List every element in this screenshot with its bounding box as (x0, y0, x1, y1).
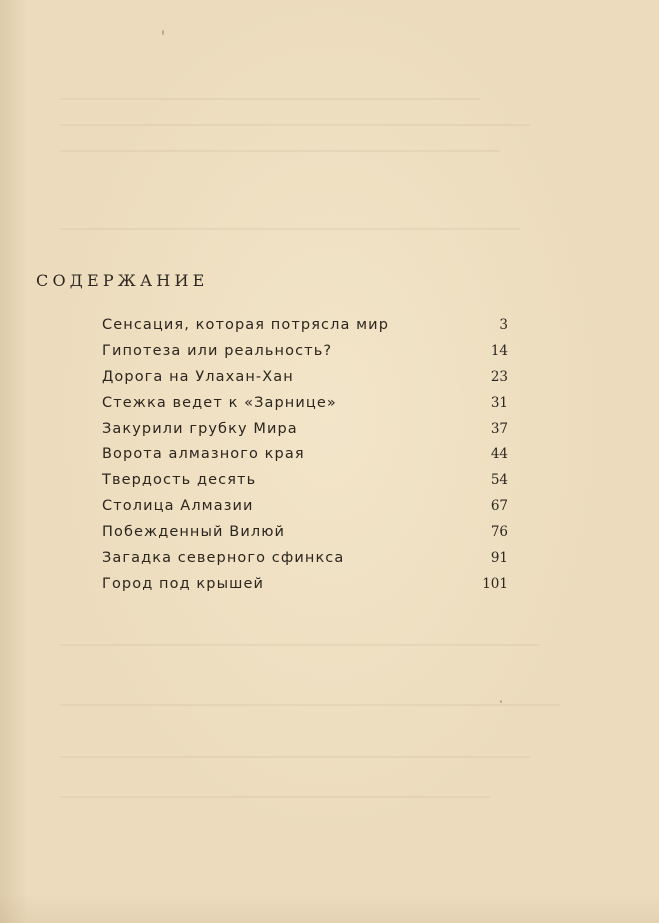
toc-entry-title: Гипотеза или реальность? (102, 342, 333, 359)
toc-entry-title: Ворота алмазного края (102, 446, 305, 463)
toc-entry-page: 54 (490, 472, 508, 489)
toc-entry (102, 494, 508, 520)
toc-entry-page: 76 (490, 524, 508, 541)
contents-heading: СОДЕРЖАНИЕ (36, 271, 209, 290)
toc-entry (102, 546, 508, 572)
toc-entry (102, 468, 508, 494)
toc-entry-title: Дорога на Улахан-Хан (102, 368, 294, 385)
bleed-through-line (60, 228, 520, 230)
toc-entry-title: Город под крышей (102, 575, 265, 592)
toc-entry-title: Сенсация, которая потрясла мир (102, 317, 390, 333)
toc-entry-page: 23 (490, 368, 508, 385)
toc-entry-page: 91 (490, 550, 508, 567)
toc-entry (102, 572, 508, 598)
paper-speck (162, 30, 164, 35)
bleed-through-line (60, 124, 530, 126)
toc-entry-title: Столица Алмазии (102, 498, 254, 515)
bleed-through-line (60, 150, 500, 152)
toc-entry (102, 313, 508, 339)
bleed-through-line (60, 644, 540, 646)
toc-entry-title: Стежка ведет к «Зарнице» (102, 394, 337, 411)
toc-entry-title: Загадка северного сфинкса (102, 550, 345, 567)
toc-entry (102, 520, 508, 546)
toc-entry-page: 14 (490, 342, 508, 359)
paper-speck (500, 700, 502, 703)
toc-entry-title: Закурили грубку Мира (102, 420, 298, 437)
toc-entry (102, 339, 508, 365)
table-of-contents (102, 313, 508, 598)
toc-entry (102, 442, 508, 468)
toc-entry-page: 44 (490, 446, 508, 463)
toc-entry-page: 31 (490, 394, 508, 411)
toc-entry-title: Побежденный Вилюй (102, 524, 286, 541)
toc-entry (102, 365, 508, 391)
toc-entry-title: Твердость десять (102, 472, 257, 489)
toc-entry (102, 391, 508, 417)
toc-entry-page: 67 (490, 498, 508, 515)
bleed-through-line (60, 98, 480, 100)
toc-entry-page: 37 (490, 420, 508, 437)
bleed-through-line (60, 756, 530, 758)
bleed-through-line (60, 704, 560, 706)
toc-entry-page: 101 (482, 575, 508, 592)
bleed-through-line (60, 796, 490, 798)
toc-entry-page: 3 (499, 317, 508, 333)
toc-entry (102, 417, 508, 443)
